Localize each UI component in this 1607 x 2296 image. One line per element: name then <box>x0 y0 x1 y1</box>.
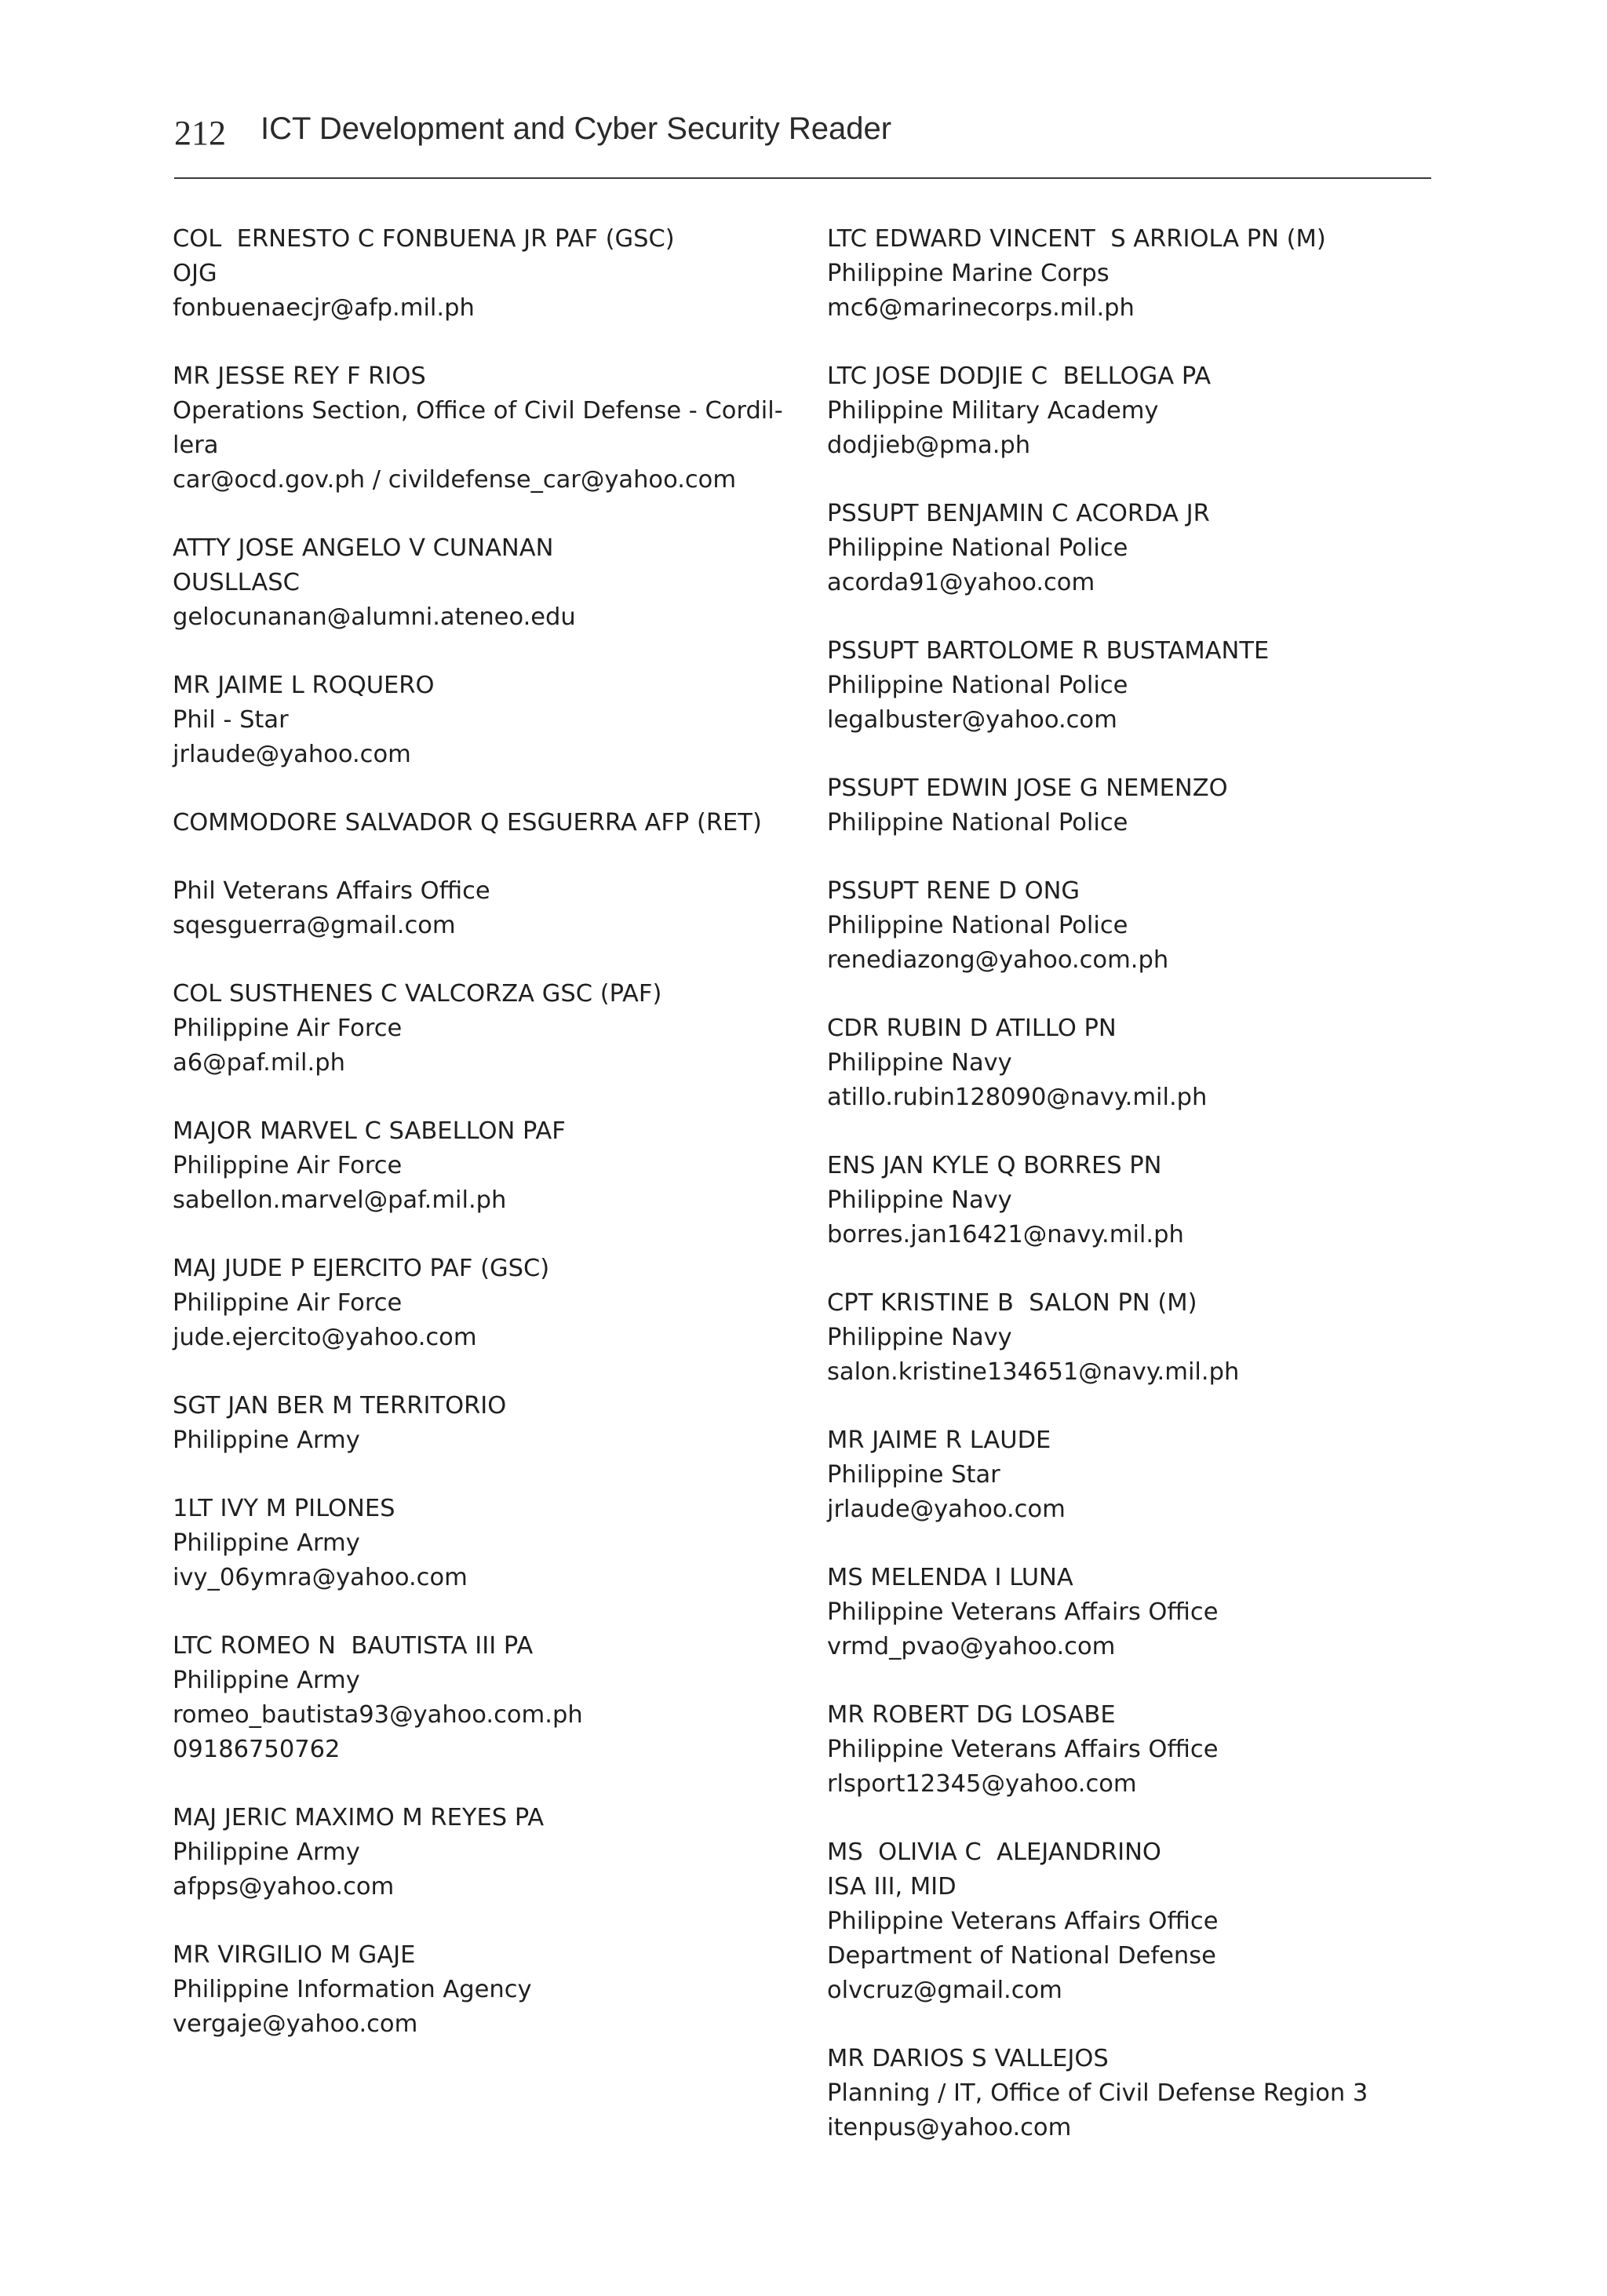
contact-line: Philippine Navy <box>827 1049 1012 1077</box>
contact-line: car@ocd.gov.ph / civildefense_car@yahoo.com <box>173 466 737 494</box>
contact-line: Philippine Air Force <box>173 1015 403 1042</box>
contact-line: MR JAIME L ROQUERO <box>173 672 435 699</box>
contact-line: Philippine National Police <box>827 809 1128 836</box>
contact-line: acorda91@yahoo.com <box>827 569 1095 596</box>
contact-entry <box>827 1561 1431 1664</box>
contact-line: olvcruz@gmail.com <box>827 1977 1062 2004</box>
contact-line: mc6@marinecorps.mil.ph <box>827 294 1135 322</box>
contact-entry <box>173 669 769 772</box>
contact-line: Philippine Navy <box>827 1186 1012 1214</box>
book-title: ICT Development and Cyber Security Reader <box>261 111 892 146</box>
contact-line: Philippine Air Force <box>173 1152 403 1179</box>
contact-entry <box>827 1423 1431 1527</box>
contact-line: fonbuenaecjr@afp.mil.ph <box>173 294 475 322</box>
contact-list-left-column <box>173 222 783 2076</box>
contact-line: romeo_bautista93@yahoo.com.ph <box>173 1701 583 1729</box>
contact-line: ATTY JOSE ANGELO V CUNANAN <box>173 534 554 562</box>
contact-line: afpps@yahoo.com <box>173 1873 395 1901</box>
contact-line: Phil - Star <box>173 706 289 734</box>
contact-line: MR DARIOS S VALLEJOS <box>827 2045 1109 2072</box>
contact-line: LTC ROMEO N BAUTISTA III PA <box>173 1632 534 1660</box>
contact-line: 1LT IVY M PILONES <box>173 1495 395 1522</box>
contact-line: Philippine Army <box>173 1839 360 1866</box>
contact-line: Phil Veterans Affairs Office <box>173 877 490 905</box>
contact-entry <box>173 1492 769 1595</box>
contact-entry <box>173 1114 769 1218</box>
contact-entry <box>173 1801 769 1904</box>
contact-line: PSSUPT BENJAMIN C ACORDA JR <box>827 500 1210 527</box>
contact-line: Philippine Army <box>173 1427 360 1454</box>
contact-line: Philippine Veterans Affairs Office <box>827 1598 1219 1626</box>
contact-line: MAJOR MARVEL C SABELLON PAF <box>173 1117 566 1145</box>
contact-line: sabellon.marvel@paf.mil.ph <box>173 1186 507 1214</box>
contact-line: vergaje@yahoo.com <box>173 2010 418 2038</box>
contact-line: lera <box>173 432 219 459</box>
contact-line: legalbuster@yahoo.com <box>827 706 1117 734</box>
contact-line: salon.kristine134651@navy.mil.ph <box>827 1358 1240 1386</box>
contact-line: PSSUPT BARTOLOME R BUSTAMANTE <box>827 637 1270 665</box>
contact-line: ENS JAN KYLE Q BORRES PN <box>827 1152 1162 1179</box>
contact-line: Operations Section, Office of Civil Defense - Cordil- <box>173 397 783 425</box>
contact-line: COL ERNESTO C FONBUENA JR PAF (GSC) <box>173 225 675 253</box>
contact-line: COL SUSTHENES C VALCORZA GSC (PAF) <box>173 980 662 1008</box>
contact-entry <box>173 1389 769 1458</box>
contact-line: Planning / IT, Office of Civil Defense Region 3 <box>827 2079 1368 2107</box>
contact-line: Philippine Military Academy <box>827 397 1159 425</box>
contact-line: COMMODORE SALVADOR Q ESGUERRA AFP (RET) <box>173 809 762 836</box>
contact-line: Philippine Navy <box>827 1324 1012 1351</box>
contact-entry <box>173 222 769 326</box>
contact-line: MAJ JERIC MAXIMO M REYES PA <box>173 1804 545 1831</box>
contact-entry <box>173 1252 769 1355</box>
contact-entry <box>827 1835 1431 2008</box>
contact-line: Philippine Marine Corps <box>827 260 1110 287</box>
contact-line: CPT KRISTINE B SALON PN (M) <box>827 1289 1197 1317</box>
contact-list-right-column <box>827 222 1431 2179</box>
contact-entry <box>173 1938 769 2042</box>
contact-entry <box>827 359 1431 463</box>
contact-line: jude.ejercito@yahoo.com <box>173 1324 477 1351</box>
contact-line: Philippine Army <box>173 1667 360 1694</box>
contact-entry <box>827 1698 1431 1802</box>
contact-entry <box>173 806 769 840</box>
contact-entry <box>173 359 783 497</box>
contact-line: 09186750762 <box>173 1736 341 1763</box>
contact-line: ivy_06ymra@yahoo.com <box>173 1564 468 1591</box>
contact-entry <box>827 874 1431 978</box>
contact-line: OJG <box>173 260 217 287</box>
contact-line: OUSLLASC <box>173 569 300 596</box>
contact-entry <box>827 2042 1431 2145</box>
contact-line: atillo.rubin128090@navy.mil.ph <box>827 1084 1208 1111</box>
contact-line: rlsport12345@yahoo.com <box>827 1770 1137 1798</box>
contact-line: PSSUPT EDWIN JOSE G NEMENZO <box>827 774 1228 802</box>
contact-line: dodjieb@pma.ph <box>827 432 1031 459</box>
contact-line: Philippine National Police <box>827 534 1128 562</box>
contact-line: Philippine Information Agency <box>173 1976 532 2003</box>
contact-line: gelocunanan@alumni.ateneo.edu <box>173 603 576 631</box>
contact-line: vrmd_pvao@yahoo.com <box>827 1633 1116 1660</box>
contact-line: Philippine Air Force <box>173 1289 403 1317</box>
contact-entry <box>173 977 769 1081</box>
contact-line: Department of National Defense <box>827 1942 1216 1970</box>
contact-line: a6@paf.mil.ph <box>173 1049 345 1077</box>
contact-line: MR JESSE REY F RIOS <box>173 363 426 390</box>
contact-line: Philippine Veterans Affairs Office <box>827 1736 1219 1763</box>
contact-entry <box>827 497 1431 600</box>
contact-entry <box>827 1011 1431 1115</box>
contact-entry <box>827 634 1431 738</box>
page-number: 212 <box>174 114 226 152</box>
contact-line: LTC EDWARD VINCENT S ARRIOLA PN (M) <box>827 225 1326 253</box>
contact-line: MR JAIME R LAUDE <box>827 1427 1051 1454</box>
contact-entry <box>173 874 769 943</box>
contact-line: Philippine National Police <box>827 912 1128 939</box>
contact-line: MR ROBERT DG LOSABE <box>827 1701 1116 1729</box>
contact-line: MS MELENDA I LUNA <box>827 1564 1073 1591</box>
contact-line: Philippine Veterans Affairs Office <box>827 1908 1219 1935</box>
contact-line: renediazong@yahoo.com.ph <box>827 946 1169 974</box>
contact-line: sqesguerra@gmail.com <box>173 912 456 939</box>
contact-line: MS OLIVIA C ALEJANDRINO <box>827 1839 1161 1866</box>
contact-entry <box>827 222 1431 326</box>
contact-line: MR VIRGILIO M GAJE <box>173 1941 416 1969</box>
contact-line: jrlaude@yahoo.com <box>827 1496 1066 1523</box>
contact-line: PSSUPT RENE D ONG <box>827 877 1080 905</box>
contact-line: CDR RUBIN D ATILLO PN <box>827 1015 1117 1042</box>
contact-entry <box>827 771 1431 840</box>
contact-entry <box>173 1629 769 1767</box>
contact-line: Philippine Star <box>827 1461 1000 1489</box>
contact-line: borres.jan16421@navy.mil.ph <box>827 1221 1184 1248</box>
contact-line: Philippine Army <box>173 1529 360 1557</box>
contact-entry <box>173 531 769 635</box>
contact-entry <box>827 1286 1431 1390</box>
contact-line: MAJ JUDE P EJERCITO PAF (GSC) <box>173 1255 550 1282</box>
contact-line: SGT JAN BER M TERRITORIO <box>173 1392 507 1420</box>
contact-line: ISA III, MID <box>827 1873 957 1901</box>
contact-line: itenpus@yahoo.com <box>827 2114 1072 2141</box>
contact-line: LTC JOSE DODJIE C BELLOGA PA <box>827 363 1212 390</box>
contact-line: Philippine National Police <box>827 672 1128 699</box>
contact-line: jrlaude@yahoo.com <box>173 741 411 768</box>
contact-entry <box>827 1149 1431 1252</box>
page-header <box>174 108 1431 179</box>
